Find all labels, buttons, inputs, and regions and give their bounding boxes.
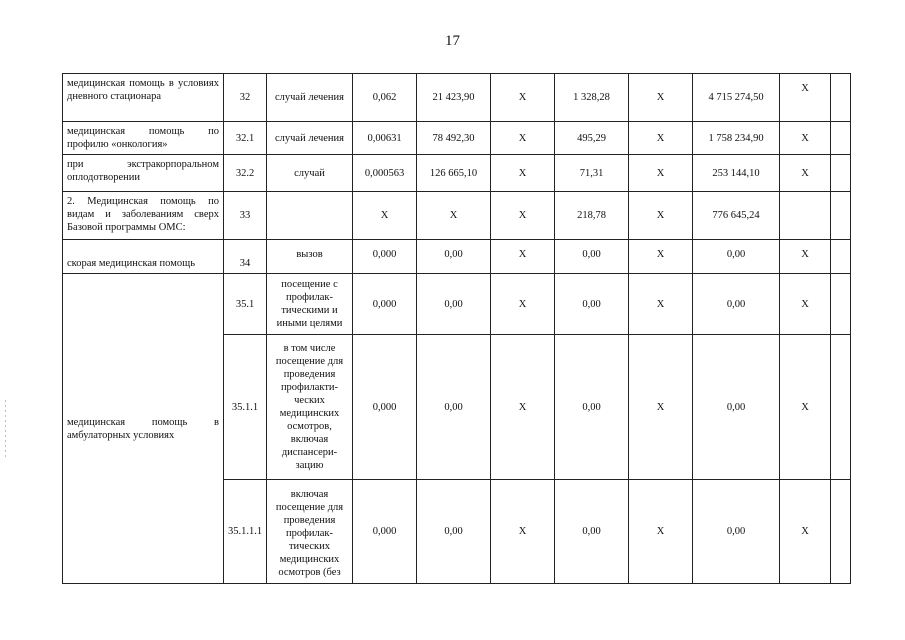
cell-value: 0,00: [555, 335, 629, 480]
cell-value: 0,000: [353, 335, 417, 480]
cell-value: 0,000: [353, 480, 417, 584]
row-number: 32.2: [224, 155, 267, 192]
cell-value: 4 715 274,50: [693, 74, 780, 122]
table-row: [63, 74, 851, 122]
blank-cell: [831, 480, 851, 584]
row-name: скорая медицинская помощь: [63, 240, 224, 274]
blank-cell: [831, 335, 851, 480]
cell-value: 218,78: [555, 192, 629, 240]
row-unit: [267, 192, 353, 240]
page-number: 17: [445, 33, 460, 49]
ambulatory-row-name: медицинская помощь в амбулаторных условиях: [63, 274, 224, 584]
cell-value: X: [491, 335, 555, 480]
cell-value: 126 665,10: [417, 155, 491, 192]
row-unit: случай лечения: [267, 74, 353, 122]
cell-value: 0,00: [555, 240, 629, 274]
cell-value: 0,00: [417, 274, 491, 335]
row-unit: случай лечения: [267, 122, 353, 155]
row-number: 35.1.1.1: [224, 480, 267, 584]
row-unit: посещение с профилак-тическими и иными целями: [267, 274, 353, 335]
cell-value: 71,31: [555, 155, 629, 192]
cell-value: 0,062: [353, 74, 417, 122]
cell-value: 0,000: [353, 240, 417, 274]
row-unit: в том числе посещение для проведения профилакти-ческих медицинских осмотров, включая диспансери-зацию: [267, 335, 353, 480]
cell-value: 0,00631: [353, 122, 417, 155]
cell-value: X: [417, 192, 491, 240]
cell-value: 0,000: [353, 274, 417, 335]
row-number: 35.1: [224, 274, 267, 335]
cell-value: 0,00: [555, 274, 629, 335]
cell-value: 0,00: [693, 335, 780, 480]
cell-value: X: [629, 192, 693, 240]
blank-cell: [831, 274, 851, 335]
blank-cell: [831, 74, 851, 122]
cell-value: X: [780, 335, 831, 480]
cell-value: 0,00: [693, 240, 780, 274]
cell-value: 776 645,24: [693, 192, 780, 240]
cell-value: 21 423,90: [417, 74, 491, 122]
table-row: [63, 155, 851, 192]
cell-value: 0,00: [693, 274, 780, 335]
cell-value: X: [780, 155, 831, 192]
cell-value: [780, 192, 831, 240]
cell-value: 253 144,10: [693, 155, 780, 192]
row-number: 35.1.1: [224, 335, 267, 480]
cell-value: 495,29: [555, 122, 629, 155]
cell-value: X: [629, 74, 693, 122]
cell-value: X: [491, 74, 555, 122]
blank-cell: [831, 240, 851, 274]
cell-value: 0,00: [555, 480, 629, 584]
cell-value: X: [491, 480, 555, 584]
cell-value: X: [491, 122, 555, 155]
row-unit: случай: [267, 155, 353, 192]
cell-value: X: [629, 240, 693, 274]
row-number: 33: [224, 192, 267, 240]
cell-value: X: [629, 274, 693, 335]
table-row: [63, 240, 851, 274]
cell-value: X: [780, 122, 831, 155]
blank-cell: [831, 155, 851, 192]
cell-value: 0,00: [417, 240, 491, 274]
row-name: медицинская помощь в условиях дневного стационара: [63, 74, 224, 122]
cell-value: X: [629, 122, 693, 155]
cell-value: 0,00: [417, 480, 491, 584]
cell-value: 1 328,28: [555, 74, 629, 122]
table-row: [63, 192, 851, 240]
cell-value: X: [629, 480, 693, 584]
cell-value: X: [780, 480, 831, 584]
table-row: [63, 274, 851, 335]
cell-value: X: [491, 274, 555, 335]
table-row: [63, 122, 851, 155]
row-name: 2. Медицинская помощь по видам и заболеваниям сверх Базовой программы ОМС:: [63, 192, 224, 240]
cell-value: X: [780, 74, 831, 122]
cell-value: X: [491, 155, 555, 192]
row-unit: включая посещение для проведения профилак-тических медицинских осмотров (без: [267, 480, 353, 584]
cell-value: 0,00: [693, 480, 780, 584]
row-name: медицинская помощь по профилю «онкология»: [63, 122, 224, 155]
blank-cell: [831, 122, 851, 155]
cell-value: 78 492,30: [417, 122, 491, 155]
row-unit: вызов: [267, 240, 353, 274]
scan-edge-mark: [5, 400, 6, 460]
cell-value: X: [353, 192, 417, 240]
cell-value: X: [780, 240, 831, 274]
cell-value: 1 758 234,90: [693, 122, 780, 155]
cell-value: X: [491, 192, 555, 240]
cell-value: 0,00: [417, 335, 491, 480]
cell-value: X: [491, 240, 555, 274]
cell-value: 0,000563: [353, 155, 417, 192]
cell-value: X: [629, 155, 693, 192]
cell-value: X: [780, 274, 831, 335]
blank-cell: [831, 192, 851, 240]
row-number: 34: [224, 240, 267, 274]
cost-table: [62, 73, 851, 584]
row-name: при экстракорпоральном оплодотворении: [63, 155, 224, 192]
cell-value: X: [629, 335, 693, 480]
row-number: 32: [224, 74, 267, 122]
row-number: 32.1: [224, 122, 267, 155]
